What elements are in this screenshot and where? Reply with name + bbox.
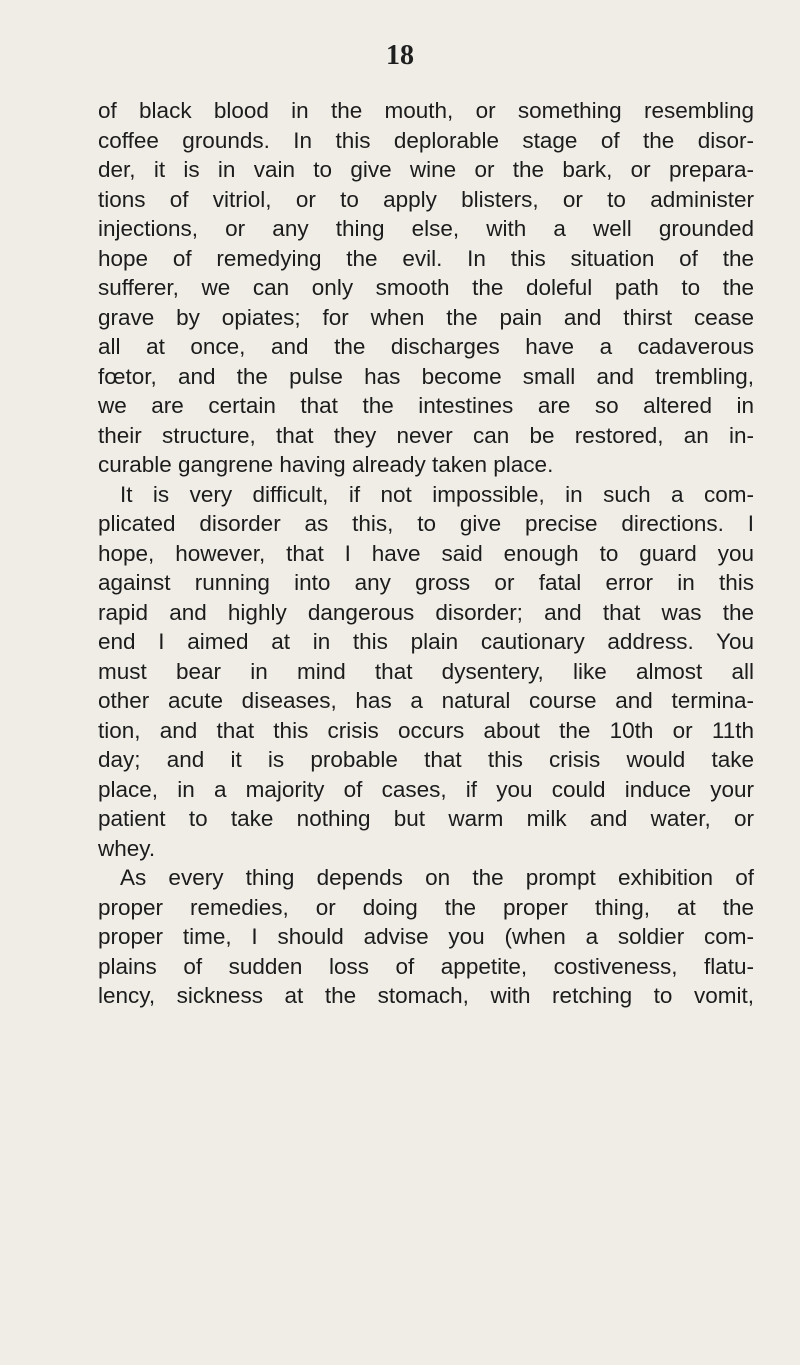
text-line: tion, and that this crisis occurs about the 10th or 11th — [98, 717, 754, 743]
text-line: plains of sudden loss of appetite, costiveness, flatu- — [98, 953, 754, 979]
text-line: all at once, and the discharges have a cadaverous — [98, 334, 754, 359]
text-line: patient to take nothing but warm milk and water, or — [98, 806, 754, 831]
text-line: sufferer, we can only smooth the doleful path to the — [98, 275, 754, 300]
text-line: tions of vitriol, or to apply blisters, or to administer — [98, 186, 754, 212]
text-line: injections, or any thing else, with a well grounded — [98, 216, 754, 241]
text-line: must bear in mind that dysentery, like almost all — [98, 658, 754, 684]
page-number: 18 — [386, 40, 414, 71]
body-text — [98, 96, 754, 1011]
text-line: other acute diseases, has a natural course and termina- — [98, 688, 754, 713]
text-line: proper time, I should advise you (when a soldier com- — [98, 924, 754, 949]
text-line: against running into any gross or fatal error in this — [98, 570, 754, 595]
text-line: curable gangrene having already taken place. — [98, 452, 554, 477]
text-line: end I aimed at in this plain cautionary address. You — [98, 629, 754, 654]
text-line: It is very difficult, if not impossible, in such a com- — [120, 481, 754, 507]
text-line: proper remedies, or doing the proper thing, at the — [98, 894, 754, 920]
text-line: der, it is in vain to give wine or the bark, or prepara- — [98, 157, 754, 182]
text-line: hope, however, that I have said enough to guard you — [98, 540, 754, 566]
text-line: of black blood in the mouth, or something resembling — [98, 98, 754, 123]
text-line: day; and it is probable that this crisis would take — [98, 747, 754, 772]
text-line: their structure, that they never can be restored, an in- — [98, 422, 754, 448]
text-line: place, in a majority of cases, if you could induce your — [98, 776, 754, 802]
text-line: hope of remedying the evil. In this situation of the — [98, 245, 754, 271]
text-line: fœtor, and the pulse has become small and trembling, — [98, 363, 754, 389]
text-line: we are certain that the intestines are so altered in — [98, 393, 754, 418]
text-line: As every thing depends on the prompt exhibition of — [120, 865, 754, 890]
text-line: coffee grounds. In this deplorable stage of the disor- — [98, 127, 754, 153]
text-line: plicated disorder as this, to give precise directions. I — [98, 511, 754, 536]
text-line: rapid and highly dangerous disorder; and that was the — [98, 599, 754, 625]
text-line: whey. — [98, 835, 156, 861]
text-line: lency, sickness at the stomach, with retching to vomit, — [98, 983, 754, 1008]
text-line: grave by opiates; for when the pain and thirst cease — [98, 304, 754, 330]
